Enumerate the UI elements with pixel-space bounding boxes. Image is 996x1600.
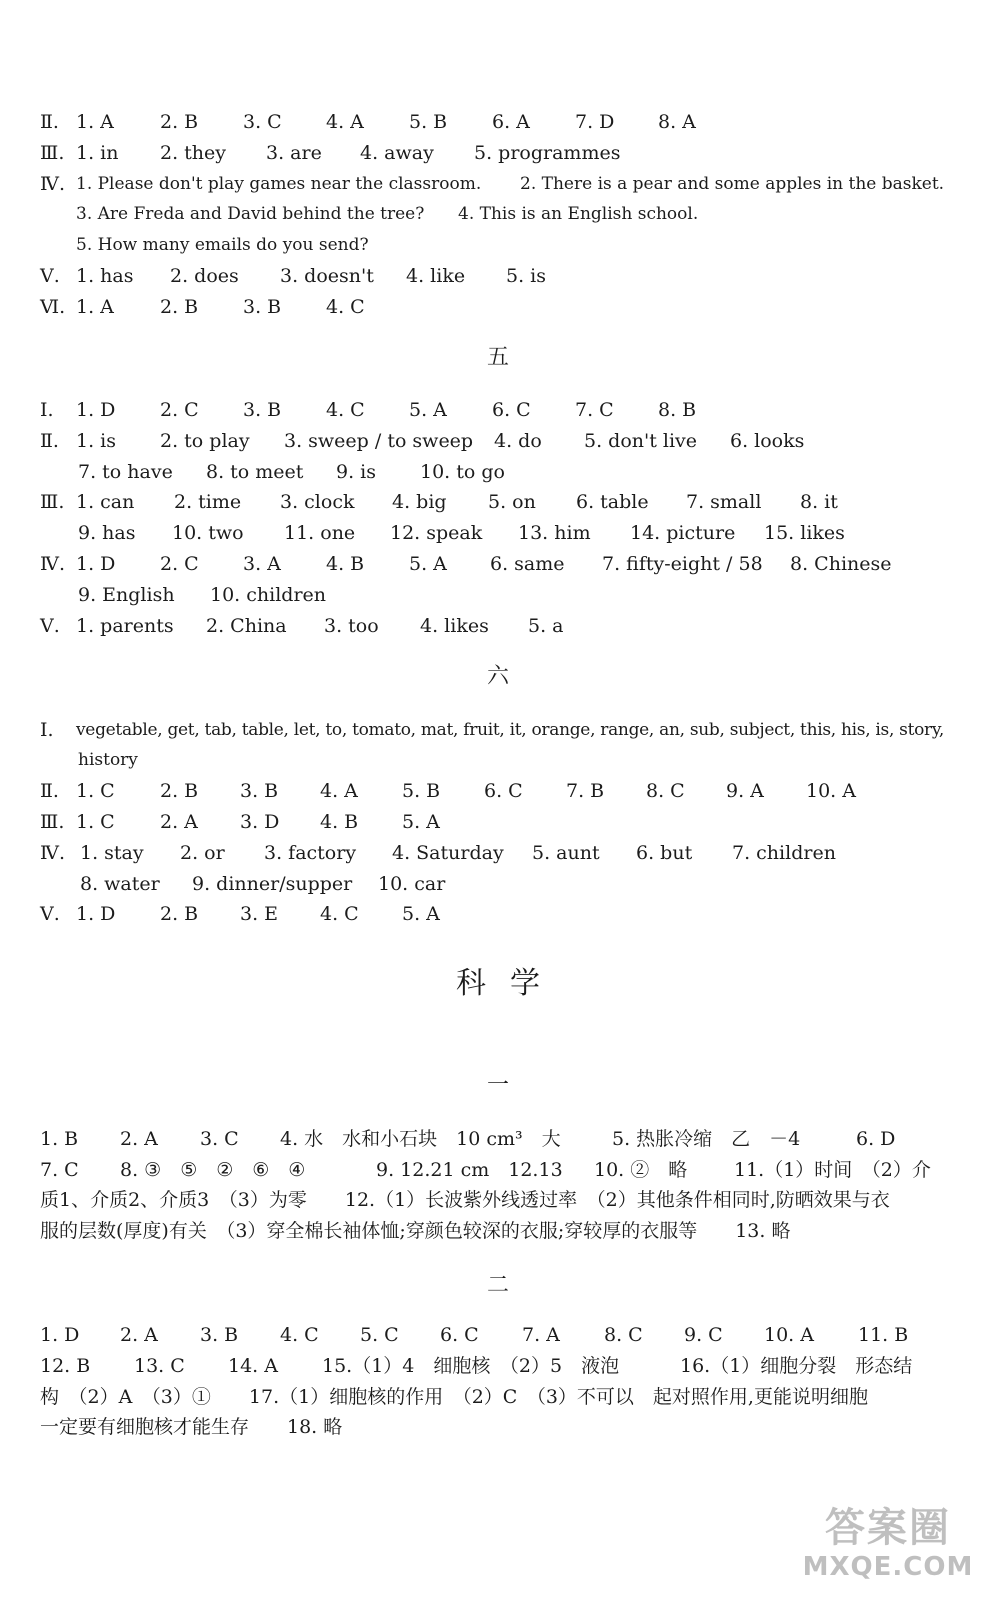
watermark-url: MXQE.COM [802, 1552, 974, 1582]
answer-item: 1. C [76, 780, 115, 802]
answer-item: 10. car [378, 873, 446, 895]
section-label: Ⅳ. [40, 842, 66, 864]
answer-item: 4. B [320, 811, 359, 833]
answer-item: 11.（1）时间 （2）介 [734, 1159, 931, 1181]
watermark-logo: 答案圈 [825, 1505, 951, 1551]
answer-item: 1. D [76, 399, 116, 421]
answer-item: 8. B [658, 399, 697, 421]
section-label: Ⅱ. [40, 111, 59, 133]
answer-item: vegetable, get, tab, table, let, to, tomato, mat, fruit, it, orange, range, an, sub, subject, this, his, is, story, [76, 720, 945, 740]
section-heading-2: 二 [486, 1273, 509, 1298]
answer-item: 5. B [409, 111, 448, 133]
section-label: Ⅱ. [40, 780, 59, 802]
answer-item: 3. B [243, 296, 282, 318]
answer-item: 8. C [646, 780, 685, 802]
answer-item: 4. 水 水和小石块 10 cm³ 大 [280, 1128, 561, 1150]
answer-item: 构 （2）A （3）① 17.（1）细胞核的作用 （2）C （3）不可以 起对照作用,更能说明细胞 [40, 1386, 868, 1408]
answer-item: 2. B [160, 296, 199, 318]
answer-item: 1. D [40, 1324, 80, 1346]
answer-item: 服的层数(厚度)有关 （3）穿全棉长袖体恤;穿颜色较深的衣服;穿较厚的衣服等 13. 略 [40, 1220, 791, 1242]
section-label: Ⅴ. [40, 265, 60, 287]
answer-item: 2. A [120, 1128, 158, 1150]
answer-item: 5. aunt [532, 842, 600, 864]
answer-item: 5. a [528, 615, 564, 637]
answer-item: 12. B [40, 1355, 91, 1377]
answer-item: 9. is [336, 461, 376, 483]
answer-item: 10. to go [420, 461, 505, 483]
answer-item: 5. programmes [474, 142, 621, 164]
answer-item: 7. C [575, 399, 614, 421]
answer-item: 2. There is a pear and some apples in the basket. [520, 174, 945, 194]
answer-item: 5. A [402, 903, 440, 925]
answer-item: 6. D [856, 1128, 896, 1150]
answer-item: 6. C [440, 1324, 479, 1346]
answer-item: 2. C [160, 553, 199, 575]
answer-item: 2. B [160, 903, 199, 925]
answer-item: 3. C [200, 1128, 239, 1150]
answer-item: 7. small [686, 491, 762, 513]
answer-item: 10. ② 略 [594, 1159, 688, 1181]
answer-item: 4. away [360, 142, 434, 164]
answer-item: 3. Are Freda and David behind the tree? [76, 204, 425, 224]
answer-item: 3. A [243, 553, 281, 575]
answer-item: 1. C [76, 811, 115, 833]
section-label: Ⅳ. [40, 553, 66, 575]
answer-item: 4. Saturday [392, 842, 504, 864]
section-label: Ⅲ. [40, 811, 65, 833]
section-label: Ⅲ. [40, 142, 65, 164]
subject-title: 科学 [456, 966, 564, 1001]
answer-item: 5. How many emails do you send? [76, 235, 369, 255]
answer-item: 7. A [522, 1324, 560, 1346]
answer-item: 1. stay [80, 842, 144, 864]
answer-item: 3. too [324, 615, 379, 637]
answer-item: 5. is [506, 265, 546, 287]
answer-item: 6. same [490, 553, 565, 575]
answer-item: 9. dinner/supper [192, 873, 353, 895]
section-label: Ⅰ. [40, 719, 54, 741]
answer-item: 5. C [360, 1324, 399, 1346]
answer-item: 2. A [160, 811, 198, 833]
answer-item: 11. one [284, 522, 356, 544]
answer-item: 1. has [76, 265, 134, 287]
answer-item: 6. but [636, 842, 693, 864]
answer-item: 1. A [76, 296, 114, 318]
answer-item: 9. C [684, 1324, 723, 1346]
answer-item: 3. D [240, 811, 280, 833]
section-label: Ⅰ. [40, 399, 54, 421]
answer-item: 15. likes [764, 522, 845, 544]
answer-item: 9. A [726, 780, 764, 802]
answer-item: 14. A [228, 1355, 278, 1377]
answer-item: 15.（1）4 细胞核 （2）5 液泡 [322, 1355, 620, 1377]
answer-item: 8. ③ ⑤ ② ⑥ ④ [120, 1159, 306, 1181]
answer-item: 5. on [488, 491, 536, 513]
answer-item: 8. to meet [206, 461, 304, 483]
answer-item: 13. C [134, 1355, 185, 1377]
answer-item: 4. C [320, 903, 359, 925]
answer-item: 6. A [492, 111, 530, 133]
answer-item: 2. C [160, 399, 199, 421]
section-label: Ⅴ. [40, 903, 60, 925]
answer-item: 8. A [658, 111, 696, 133]
answer-item: 2. does [170, 265, 239, 287]
answer-item: 4. big [392, 491, 447, 513]
answer-item: 3. B [200, 1324, 239, 1346]
answer-item: 12. speak [390, 522, 483, 544]
answer-item: 4. This is an English school. [458, 204, 699, 224]
answer-item: 8. Chinese [790, 553, 892, 575]
answer-item: 4. likes [420, 615, 489, 637]
answer-item: 2. B [160, 780, 199, 802]
answer-item: 3. doesn't [280, 265, 374, 287]
section-label: Ⅵ. [40, 296, 66, 318]
answer-item: 14. picture [630, 522, 736, 544]
answer-item: 1. parents [76, 615, 174, 637]
answer-item: 13. him [518, 522, 591, 544]
answer-item: 1. D [76, 553, 116, 575]
answer-item: 5. A [409, 553, 447, 575]
answer-item: 5. don't live [584, 430, 698, 452]
answer-item: 7. children [732, 842, 836, 864]
answer-item: 16.（1）细胞分裂 形态结 [680, 1355, 913, 1377]
answer-item: 6. C [492, 399, 531, 421]
answer-item: history [78, 750, 138, 770]
answer-item: 2. time [174, 491, 242, 513]
answer-item: 2. A [120, 1324, 158, 1346]
answer-item: 5. A [402, 811, 440, 833]
answer-item: 1. can [76, 491, 135, 513]
answer-item: 9. 12.21 cm 12.13 [376, 1159, 563, 1181]
answer-item: 3. C [243, 111, 282, 133]
answer-item: 4. C [326, 399, 365, 421]
answer-item: 9. English [78, 584, 175, 606]
answer-item: 4. C [280, 1324, 319, 1346]
section-label: Ⅴ. [40, 615, 60, 637]
answer-item: 4. A [326, 111, 364, 133]
answer-item: 3. factory [264, 842, 357, 864]
answer-item: 6. C [484, 780, 523, 802]
section-heading-5: 五 [486, 345, 509, 370]
answer-item: 8. it [800, 491, 838, 513]
answer-item: 1. D [76, 903, 116, 925]
section-label: Ⅱ. [40, 430, 59, 452]
section-label: Ⅲ. [40, 491, 65, 513]
answer-item: 3. are [266, 142, 322, 164]
answer-item: 1. is [76, 430, 116, 452]
answer-item: 7. to have [78, 461, 173, 483]
answer-item: 2. to play [160, 430, 250, 452]
answer-item: 1. A [76, 111, 114, 133]
answer-item: 10. two [172, 522, 244, 544]
answer-item: 3. sweep / to sweep [284, 430, 474, 452]
answer-item: 3. E [240, 903, 279, 925]
answer-item: 8. C [604, 1324, 643, 1346]
answer-item: 7. D [575, 111, 615, 133]
section-heading-1: 一 [486, 1073, 509, 1098]
answer-item: 1. Please don't play games near the classroom. [76, 174, 482, 194]
answer-item: 4. A [320, 780, 358, 802]
answer-item: 10. children [210, 584, 327, 606]
answer-item: 2. B [160, 111, 199, 133]
answer-item: 质1、介质2、介质3 （3）为零 12.（1）长波紫外线透过率 （2）其他条件相同时,防晒效果与衣 [40, 1189, 890, 1211]
answer-item: 8. water [80, 873, 160, 895]
answer-item: 11. B [858, 1324, 909, 1346]
answer-item: 4. B [326, 553, 365, 575]
answer-item: 4. like [406, 265, 466, 287]
answer-item: 5. 热胀冷缩 乙 －4 [612, 1128, 801, 1150]
section-label: Ⅳ. [40, 173, 66, 195]
section-heading-6: 六 [486, 664, 509, 689]
answer-item: 5. A [409, 399, 447, 421]
answer-item: 3. B [243, 399, 282, 421]
answer-item: 10. A [806, 780, 856, 802]
answer-item: 3. clock [280, 491, 355, 513]
answer-item: 2. China [206, 615, 287, 637]
answer-item: 7. C [40, 1159, 79, 1181]
answer-item: 10. A [764, 1324, 814, 1346]
answer-item: 7. fifty-eight / 58 [602, 553, 763, 575]
answer-item: 1. B [40, 1128, 79, 1150]
answer-item: 9. has [78, 522, 136, 544]
answer-item: 3. B [240, 780, 279, 802]
answer-item: 4. do [494, 430, 542, 452]
answer-item: 1. in [76, 142, 119, 164]
answer-item: 6. looks [730, 430, 805, 452]
answer-item: 一定要有细胞核才能生存 18. 略 [40, 1416, 343, 1438]
answer-item: 4. C [326, 296, 365, 318]
answer-item: 5. B [402, 780, 441, 802]
answer-item: 6. table [576, 491, 649, 513]
answer-item: 7. B [566, 780, 605, 802]
answer-item: 2. they [160, 142, 227, 164]
site-watermark [788, 1504, 988, 1594]
answer-item: 2. or [180, 842, 225, 864]
